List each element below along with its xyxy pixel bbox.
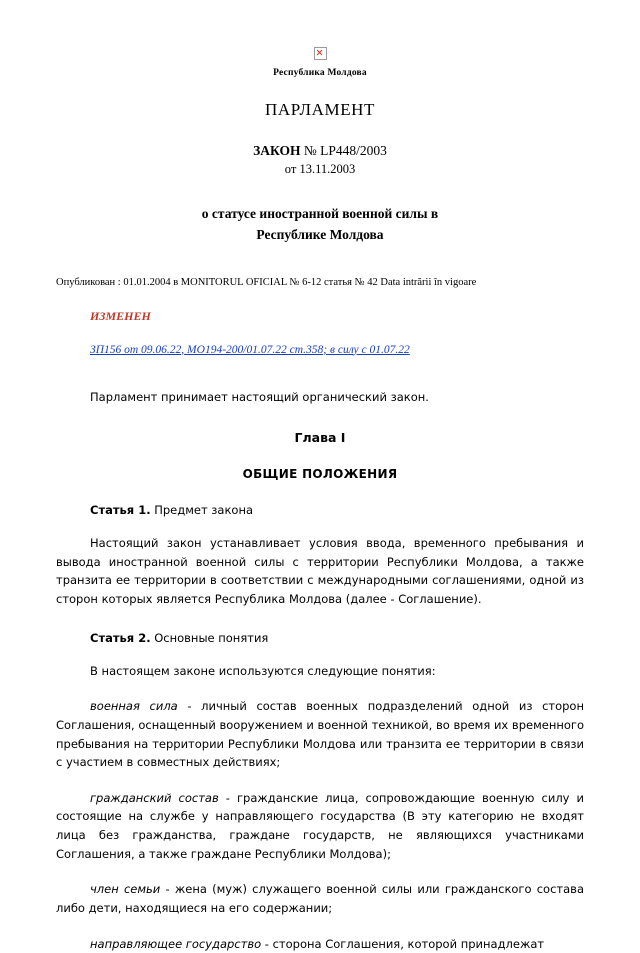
definition-text: - гражданские лица, сопровождающие военную силу и состоящие на службе у направляющего государства (В эту категорию не входят лица без гражданства, граждане государств, не являющихся участниками Соглашения, а также граждане Республики Молдова); [56, 790, 585, 861]
chapter-heading: Глава I [294, 430, 346, 446]
article-2-title: Основные понятия [154, 630, 269, 645]
intro-paragraph: Парламент принимает настоящий органический закон. [90, 389, 429, 404]
page-title-line1: о статусе иностранной военной силы в [201, 206, 439, 221]
page-title [56, 204, 584, 246]
definition-text: - сторона Соглашения, которой принадлежат [261, 936, 545, 951]
broken-image-icon [314, 47, 327, 60]
definition-item [56, 789, 584, 864]
article-2-number: Статья 2. [90, 630, 151, 645]
law-number-line [56, 143, 584, 159]
law-label: ЗАКОН [253, 143, 301, 158]
country-name: Республика Молдова [273, 68, 367, 78]
definition-text: - жена (муж) служащего военной силы или гражданского состава либо дети, находящиеся на его содержании; [56, 882, 584, 915]
definition-term: военная сила [90, 699, 178, 714]
article-2-heading [56, 631, 584, 645]
page-title-line2: Республике Молдова [256, 226, 384, 242]
definition-item [56, 697, 584, 772]
definition-text: - личный состав военных подразделений одной из сторон Соглашения, оснащенный вооружением и военной техникой, во время их временного пребывания на территории Республики Молдова или транзита ее территории в связи с участием в совместных действиях; [56, 699, 584, 770]
definition-item [56, 880, 584, 917]
amendment-link[interactable]: ЗП156 от 09.06.22, МО194-200/01.07.22 ст.358; в силу с 01.07.22 [90, 343, 410, 356]
definition-term: гражданский состав [90, 790, 219, 805]
institution-title: ПАРЛАМЕНТ [264, 100, 376, 119]
emblem-container [56, 44, 584, 62]
law-number: № LP448/2003 [303, 143, 387, 158]
article-1-heading [56, 503, 584, 517]
article-2-paragraph: В настоящем законе используются следующие понятия: [90, 663, 436, 678]
definition-term: направляющее государство [90, 936, 262, 951]
modified-badge: ИЗМЕНЕН [90, 308, 151, 323]
section-heading: ОБЩИЕ ПОЛОЖЕНИЯ [242, 467, 398, 482]
definition-item [56, 935, 584, 953]
article-1-number: Статья 1. [90, 503, 151, 518]
definition-term: член семьи [90, 882, 161, 897]
article-1-paragraph: Настоящий закон устанавливает условия ввода, временного пребывания и вывода иностранной военной силы с территории Республики Молдова, а также транзита ее территории в соответствии с международными соглашениями, одной из сторон которых является Республика Молдова (далее - Соглашение). [56, 536, 584, 607]
article-1-title: Предмет закона [154, 503, 254, 518]
law-date: от 13.11.2003 [284, 162, 356, 176]
publication-info: Опубликован : 01.01.2004 в MONITORUL OFICIAL № 6-12 статья № 42 Data intrării în vigoare [56, 276, 477, 288]
